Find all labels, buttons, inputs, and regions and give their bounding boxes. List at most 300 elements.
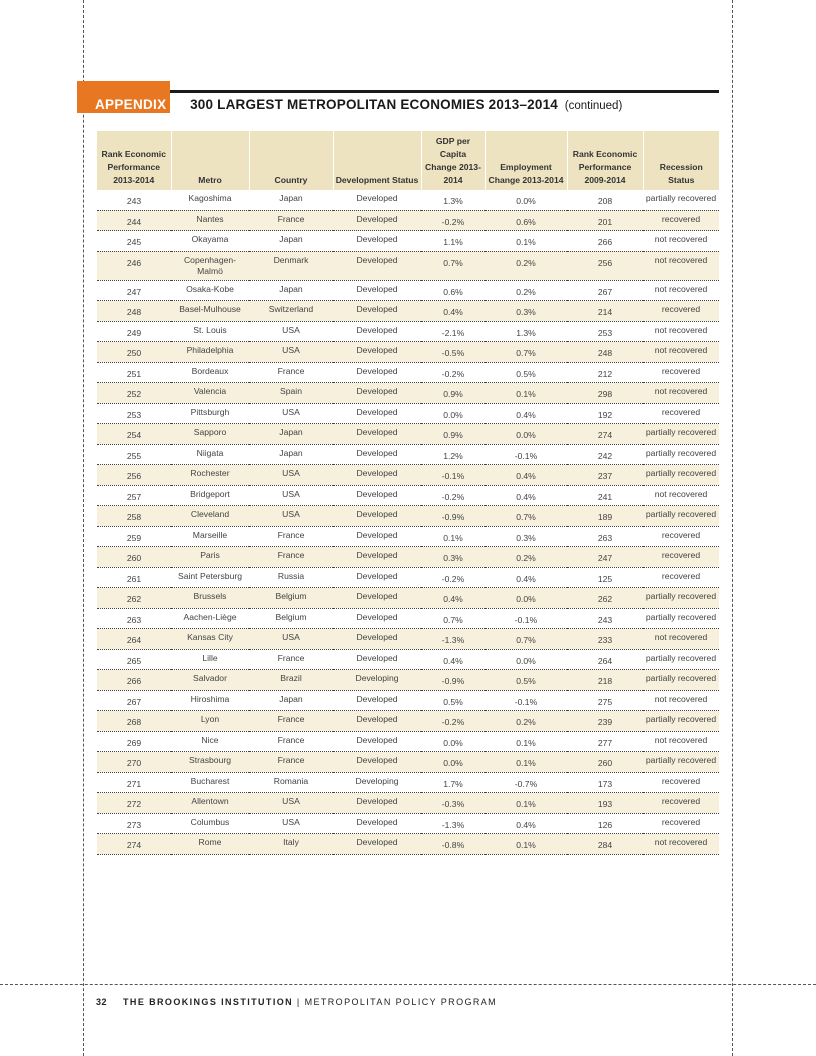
col-header-development-status: Development Status xyxy=(333,131,421,190)
cell-rank-2009: 237 xyxy=(567,465,643,486)
cell-development-status: Developed xyxy=(333,731,421,752)
cell-rank-2009: 284 xyxy=(567,834,643,855)
table-row xyxy=(97,608,719,629)
cell-development-status: Developed xyxy=(333,588,421,609)
cell-rank: 260 xyxy=(97,547,171,568)
cell-recession-status: recovered xyxy=(643,210,719,231)
cell-gdp-change: 0.4% xyxy=(421,588,485,609)
col-header-metro: Metro xyxy=(171,131,249,190)
cell-gdp-change: 0.3% xyxy=(421,547,485,568)
cell-employment-change: 0.4% xyxy=(485,813,567,834)
cell-recession-status: partially recovered xyxy=(643,424,719,445)
table-row xyxy=(97,231,719,252)
cell-gdp-change: 0.0% xyxy=(421,752,485,773)
cell-employment-change: 0.5% xyxy=(485,362,567,383)
cell-rank: 257 xyxy=(97,485,171,506)
cell-employment-change: 0.1% xyxy=(485,752,567,773)
cell-employment-change: 0.7% xyxy=(485,342,567,363)
cell-development-status: Developed xyxy=(333,834,421,855)
cell-development-status: Developed xyxy=(333,813,421,834)
cell-rank-2009: 193 xyxy=(567,793,643,814)
cell-development-status: Developed xyxy=(333,424,421,445)
cell-country: USA xyxy=(249,403,333,424)
cell-gdp-change: 0.7% xyxy=(421,608,485,629)
cell-metro: Okayama xyxy=(171,231,249,252)
table-row xyxy=(97,588,719,609)
cell-development-status: Developed xyxy=(333,506,421,527)
cell-rank: 266 xyxy=(97,670,171,691)
page-footer xyxy=(96,997,497,1007)
cell-recession-status: not recovered xyxy=(643,690,719,711)
cell-employment-change: 0.0% xyxy=(485,588,567,609)
cell-recession-status: partially recovered xyxy=(643,670,719,691)
cell-gdp-change: 0.4% xyxy=(421,301,485,322)
cell-rank-2009: 214 xyxy=(567,301,643,322)
cell-development-status: Developed xyxy=(333,526,421,547)
cell-development-status: Developed xyxy=(333,608,421,629)
title-rule xyxy=(170,90,719,93)
cell-recession-status: recovered xyxy=(643,813,719,834)
cell-rank: 265 xyxy=(97,649,171,670)
cell-development-status: Developed xyxy=(333,190,421,210)
cell-development-status: Developed xyxy=(333,383,421,404)
cell-recession-status: recovered xyxy=(643,772,719,793)
cell-employment-change: 0.1% xyxy=(485,383,567,404)
cell-development-status: Developed xyxy=(333,280,421,301)
title-text: 300 LARGEST METROPOLITAN ECONOMIES 2013–2014 xyxy=(190,97,558,112)
cell-recession-status: not recovered xyxy=(643,342,719,363)
col-header-rank: Rank Economic Performance 2013-2014 xyxy=(97,131,171,190)
cell-employment-change: 0.1% xyxy=(485,793,567,814)
cell-recession-status: partially recovered xyxy=(643,190,719,210)
cell-employment-change: 0.2% xyxy=(485,711,567,732)
cell-rank-2009: 126 xyxy=(567,813,643,834)
cell-metro: St. Louis xyxy=(171,321,249,342)
cell-development-status: Developed xyxy=(333,793,421,814)
table-row xyxy=(97,629,719,650)
cell-rank: 252 xyxy=(97,383,171,404)
cell-rank: 270 xyxy=(97,752,171,773)
cell-rank-2009: 125 xyxy=(567,567,643,588)
continued-note: (continued) xyxy=(564,100,623,112)
cell-development-status: Developed xyxy=(333,321,421,342)
cell-country: Russia xyxy=(249,567,333,588)
cell-gdp-change: -0.1% xyxy=(421,465,485,486)
table-row xyxy=(97,465,719,486)
cell-rank-2009: 208 xyxy=(567,190,643,210)
cell-recession-status: recovered xyxy=(643,526,719,547)
cell-development-status: Developed xyxy=(333,403,421,424)
table-row xyxy=(97,321,719,342)
crop-guide-right xyxy=(732,0,733,1056)
cell-gdp-change: -0.9% xyxy=(421,670,485,691)
cell-metro: Philadelphia xyxy=(171,342,249,363)
table-row xyxy=(97,567,719,588)
cell-rank-2009: 298 xyxy=(567,383,643,404)
cell-development-status: Developed xyxy=(333,362,421,383)
cell-gdp-change: -1.3% xyxy=(421,629,485,650)
cell-development-status: Developed xyxy=(333,711,421,732)
cell-development-status: Developed xyxy=(333,567,421,588)
cell-country: USA xyxy=(249,342,333,363)
cell-country: USA xyxy=(249,506,333,527)
table-row xyxy=(97,772,719,793)
cell-metro: Rochester xyxy=(171,465,249,486)
cell-employment-change: 0.1% xyxy=(485,731,567,752)
cell-recession-status: not recovered xyxy=(643,383,719,404)
cell-gdp-change: -2.1% xyxy=(421,321,485,342)
cell-development-status: Developed xyxy=(333,342,421,363)
cell-employment-change: 0.1% xyxy=(485,834,567,855)
cell-rank-2009: 239 xyxy=(567,711,643,732)
cell-recession-status: not recovered xyxy=(643,251,719,280)
cell-rank: 250 xyxy=(97,342,171,363)
cell-recession-status: not recovered xyxy=(643,485,719,506)
cell-rank: 247 xyxy=(97,280,171,301)
table-row xyxy=(97,251,719,280)
cell-employment-change: 0.5% xyxy=(485,670,567,691)
cell-metro: Pittsburgh xyxy=(171,403,249,424)
cell-employment-change: 0.6% xyxy=(485,210,567,231)
cell-metro: Nice xyxy=(171,731,249,752)
cell-rank: 264 xyxy=(97,629,171,650)
table-row xyxy=(97,711,719,732)
table-row xyxy=(97,690,719,711)
cell-rank: 273 xyxy=(97,813,171,834)
col-header-recession-status: Recession Status xyxy=(643,131,719,190)
cell-metro: Columbus xyxy=(171,813,249,834)
cell-metro: Bordeaux xyxy=(171,362,249,383)
cell-gdp-change: -0.2% xyxy=(421,711,485,732)
cell-rank-2009: 266 xyxy=(567,231,643,252)
cell-employment-change: -0.7% xyxy=(485,772,567,793)
table-row xyxy=(97,280,719,301)
cell-country: Denmark xyxy=(249,251,333,280)
cell-rank-2009: 264 xyxy=(567,649,643,670)
cell-employment-change: 0.0% xyxy=(485,424,567,445)
cell-metro: Sapporo xyxy=(171,424,249,445)
table-row xyxy=(97,834,719,855)
cell-rank-2009: 192 xyxy=(567,403,643,424)
table-row xyxy=(97,649,719,670)
col-header-gdp-change: GDP per Capita Change 2013-2014 xyxy=(421,131,485,190)
cell-gdp-change: 0.6% xyxy=(421,280,485,301)
table-body xyxy=(97,190,719,854)
crop-guide-bottom xyxy=(0,984,816,985)
cell-rank: 267 xyxy=(97,690,171,711)
cell-gdp-change: -0.3% xyxy=(421,793,485,814)
cell-employment-change: -0.1% xyxy=(485,690,567,711)
cell-country: USA xyxy=(249,793,333,814)
cell-gdp-change: 1.7% xyxy=(421,772,485,793)
table-row xyxy=(97,506,719,527)
table-row xyxy=(97,485,719,506)
cell-metro: Salvador xyxy=(171,670,249,691)
cell-country: USA xyxy=(249,321,333,342)
cell-gdp-change: 0.5% xyxy=(421,690,485,711)
cell-country: Japan xyxy=(249,280,333,301)
cell-gdp-change: 0.7% xyxy=(421,251,485,280)
cell-country: USA xyxy=(249,629,333,650)
col-header-rank-2009: Rank Economic Performance 2009-2014 xyxy=(567,131,643,190)
cell-country: Japan xyxy=(249,690,333,711)
cell-gdp-change: 0.9% xyxy=(421,383,485,404)
table-row xyxy=(97,547,719,568)
table-row xyxy=(97,403,719,424)
cell-metro: Copenhagen-Malmö xyxy=(171,251,249,280)
cell-metro: Bridgeport xyxy=(171,485,249,506)
cell-rank-2009: 247 xyxy=(567,547,643,568)
cell-employment-change: 0.4% xyxy=(485,567,567,588)
cell-country: Belgium xyxy=(249,588,333,609)
cell-country: France xyxy=(249,649,333,670)
cell-rank-2009: 267 xyxy=(567,280,643,301)
cell-rank-2009: 201 xyxy=(567,210,643,231)
cell-rank: 244 xyxy=(97,210,171,231)
cell-gdp-change: 1.3% xyxy=(421,190,485,210)
cell-rank-2009: 274 xyxy=(567,424,643,445)
cell-metro: Valencia xyxy=(171,383,249,404)
cell-rank-2009: 253 xyxy=(567,321,643,342)
cell-rank-2009: 256 xyxy=(567,251,643,280)
cell-metro: Bucharest xyxy=(171,772,249,793)
cell-rank: 246 xyxy=(97,251,171,280)
table-row xyxy=(97,342,719,363)
cell-rank-2009: 173 xyxy=(567,772,643,793)
cell-rank-2009: 212 xyxy=(567,362,643,383)
cell-country: France xyxy=(249,752,333,773)
cell-recession-status: recovered xyxy=(643,547,719,568)
cell-gdp-change: 0.1% xyxy=(421,526,485,547)
cell-recession-status: partially recovered xyxy=(643,506,719,527)
cell-metro: Niigata xyxy=(171,444,249,465)
table-header-row xyxy=(97,131,719,190)
cell-development-status: Developing xyxy=(333,772,421,793)
page-title xyxy=(95,97,622,112)
cell-recession-status: partially recovered xyxy=(643,649,719,670)
cell-development-status: Developed xyxy=(333,752,421,773)
cell-rank-2009: 248 xyxy=(567,342,643,363)
cell-metro: Nantes xyxy=(171,210,249,231)
cell-recession-status: recovered xyxy=(643,362,719,383)
cell-gdp-change: 0.0% xyxy=(421,731,485,752)
cell-gdp-change: 0.9% xyxy=(421,424,485,445)
cell-country: Japan xyxy=(249,444,333,465)
cell-rank: 261 xyxy=(97,567,171,588)
cell-gdp-change: -0.2% xyxy=(421,362,485,383)
cell-country: France xyxy=(249,526,333,547)
cell-country: Belgium xyxy=(249,608,333,629)
cell-metro: Cleveland xyxy=(171,506,249,527)
cell-country: USA xyxy=(249,813,333,834)
cell-country: Switzerland xyxy=(249,301,333,322)
cell-country: France xyxy=(249,711,333,732)
cell-rank: 248 xyxy=(97,301,171,322)
footer-program: METROPOLITAN POLICY PROGRAM xyxy=(304,997,498,1007)
cell-rank: 254 xyxy=(97,424,171,445)
cell-country: USA xyxy=(249,465,333,486)
cell-recession-status: recovered xyxy=(643,793,719,814)
cell-development-status: Developed xyxy=(333,231,421,252)
cell-rank: 255 xyxy=(97,444,171,465)
cell-recession-status: partially recovered xyxy=(643,711,719,732)
cell-rank: 256 xyxy=(97,465,171,486)
cell-recession-status: recovered xyxy=(643,567,719,588)
cell-gdp-change: -0.9% xyxy=(421,506,485,527)
cell-employment-change: 0.2% xyxy=(485,251,567,280)
cell-rank-2009: 218 xyxy=(567,670,643,691)
cell-development-status: Developing xyxy=(333,670,421,691)
cell-rank: 259 xyxy=(97,526,171,547)
cell-gdp-change: 1.1% xyxy=(421,231,485,252)
cell-rank: 262 xyxy=(97,588,171,609)
cell-metro: Rome xyxy=(171,834,249,855)
cell-rank-2009: 243 xyxy=(567,608,643,629)
cell-employment-change: 0.4% xyxy=(485,485,567,506)
cell-gdp-change: -0.2% xyxy=(421,567,485,588)
cell-rank-2009: 275 xyxy=(567,690,643,711)
cell-development-status: Developed xyxy=(333,649,421,670)
cell-employment-change: 1.3% xyxy=(485,321,567,342)
cell-development-status: Developed xyxy=(333,690,421,711)
cell-gdp-change: 0.4% xyxy=(421,649,485,670)
cell-gdp-change: 0.0% xyxy=(421,403,485,424)
cell-country: USA xyxy=(249,485,333,506)
cell-rank: 253 xyxy=(97,403,171,424)
cell-rank: 245 xyxy=(97,231,171,252)
cell-recession-status: not recovered xyxy=(643,731,719,752)
col-header-employment-change: Employment Change 2013-2014 xyxy=(485,131,567,190)
cell-development-status: Developed xyxy=(333,444,421,465)
page-number: 32 xyxy=(96,997,108,1007)
cell-rank: 251 xyxy=(97,362,171,383)
cell-country: Spain xyxy=(249,383,333,404)
cell-gdp-change: 1.2% xyxy=(421,444,485,465)
cell-employment-change: -0.1% xyxy=(485,444,567,465)
table-row xyxy=(97,424,719,445)
cell-development-status: Developed xyxy=(333,629,421,650)
cell-country: Brazil xyxy=(249,670,333,691)
cell-gdp-change: -0.5% xyxy=(421,342,485,363)
table-row xyxy=(97,813,719,834)
cell-recession-status: recovered xyxy=(643,403,719,424)
table-row xyxy=(97,362,719,383)
cell-rank-2009: 277 xyxy=(567,731,643,752)
table-row xyxy=(97,731,719,752)
cell-rank: 243 xyxy=(97,190,171,210)
cell-recession-status: partially recovered xyxy=(643,588,719,609)
cell-country: France xyxy=(249,362,333,383)
cell-development-status: Developed xyxy=(333,301,421,322)
cell-country: Japan xyxy=(249,231,333,252)
cell-rank-2009: 263 xyxy=(567,526,643,547)
cell-country: Japan xyxy=(249,424,333,445)
cell-employment-change: 0.0% xyxy=(485,649,567,670)
cell-recession-status: partially recovered xyxy=(643,608,719,629)
cell-recession-status: not recovered xyxy=(643,834,719,855)
cell-country: France xyxy=(249,731,333,752)
cell-employment-change: 0.7% xyxy=(485,629,567,650)
cell-recession-status: not recovered xyxy=(643,321,719,342)
cell-development-status: Developed xyxy=(333,210,421,231)
cell-country: Japan xyxy=(249,190,333,210)
cell-metro: Strasbourg xyxy=(171,752,249,773)
col-header-country: Country xyxy=(249,131,333,190)
cell-metro: Aachen-Liège xyxy=(171,608,249,629)
cell-development-status: Developed xyxy=(333,485,421,506)
cell-recession-status: not recovered xyxy=(643,231,719,252)
cell-rank: 258 xyxy=(97,506,171,527)
cell-employment-change: 0.7% xyxy=(485,506,567,527)
cell-rank: 271 xyxy=(97,772,171,793)
cell-gdp-change: -0.2% xyxy=(421,210,485,231)
cell-rank: 274 xyxy=(97,834,171,855)
cell-development-status: Developed xyxy=(333,465,421,486)
table-row xyxy=(97,444,719,465)
cell-country: France xyxy=(249,210,333,231)
cell-metro: Marseille xyxy=(171,526,249,547)
cell-rank: 269 xyxy=(97,731,171,752)
cell-recession-status: recovered xyxy=(643,301,719,322)
cell-development-status: Developed xyxy=(333,251,421,280)
cell-country: France xyxy=(249,547,333,568)
cell-gdp-change: -0.8% xyxy=(421,834,485,855)
cell-rank: 268 xyxy=(97,711,171,732)
cell-rank-2009: 233 xyxy=(567,629,643,650)
cell-metro: Lyon xyxy=(171,711,249,732)
cell-recession-status: partially recovered xyxy=(643,444,719,465)
cell-recession-status: not recovered xyxy=(643,280,719,301)
cell-employment-change: 0.3% xyxy=(485,301,567,322)
cell-country: Romania xyxy=(249,772,333,793)
cell-employment-change: 0.0% xyxy=(485,190,567,210)
cell-metro: Paris xyxy=(171,547,249,568)
cell-metro: Saint Petersburg xyxy=(171,567,249,588)
cell-rank-2009: 260 xyxy=(567,752,643,773)
cell-employment-change: 0.3% xyxy=(485,526,567,547)
cell-recession-status: not recovered xyxy=(643,629,719,650)
cell-metro: Allentown xyxy=(171,793,249,814)
cell-metro: Osaka-Kobe xyxy=(171,280,249,301)
cell-rank-2009: 242 xyxy=(567,444,643,465)
cell-employment-change: 0.1% xyxy=(485,231,567,252)
table-row xyxy=(97,210,719,231)
crop-guide-left xyxy=(83,0,84,1056)
cell-metro: Hiroshima xyxy=(171,690,249,711)
cell-rank: 272 xyxy=(97,793,171,814)
footer-separator: | xyxy=(296,997,301,1007)
cell-metro: Kagoshima xyxy=(171,190,249,210)
cell-employment-change: 0.4% xyxy=(485,465,567,486)
cell-rank-2009: 241 xyxy=(567,485,643,506)
cell-metro: Kansas City xyxy=(171,629,249,650)
cell-gdp-change: -0.2% xyxy=(421,485,485,506)
metro-economies-table xyxy=(97,131,719,855)
cell-rank-2009: 262 xyxy=(567,588,643,609)
cell-metro: Lille xyxy=(171,649,249,670)
cell-employment-change: -0.1% xyxy=(485,608,567,629)
appendix-label: APPENDIX A. xyxy=(95,97,185,112)
cell-country: Italy xyxy=(249,834,333,855)
cell-recession-status: partially recovered xyxy=(643,752,719,773)
table-row xyxy=(97,752,719,773)
footer-institution: THE BROOKINGS INSTITUTION xyxy=(123,997,294,1007)
cell-employment-change: 0.2% xyxy=(485,280,567,301)
cell-metro: Basel-Mulhouse xyxy=(171,301,249,322)
cell-employment-change: 0.2% xyxy=(485,547,567,568)
cell-development-status: Developed xyxy=(333,547,421,568)
cell-gdp-change: -1.3% xyxy=(421,813,485,834)
